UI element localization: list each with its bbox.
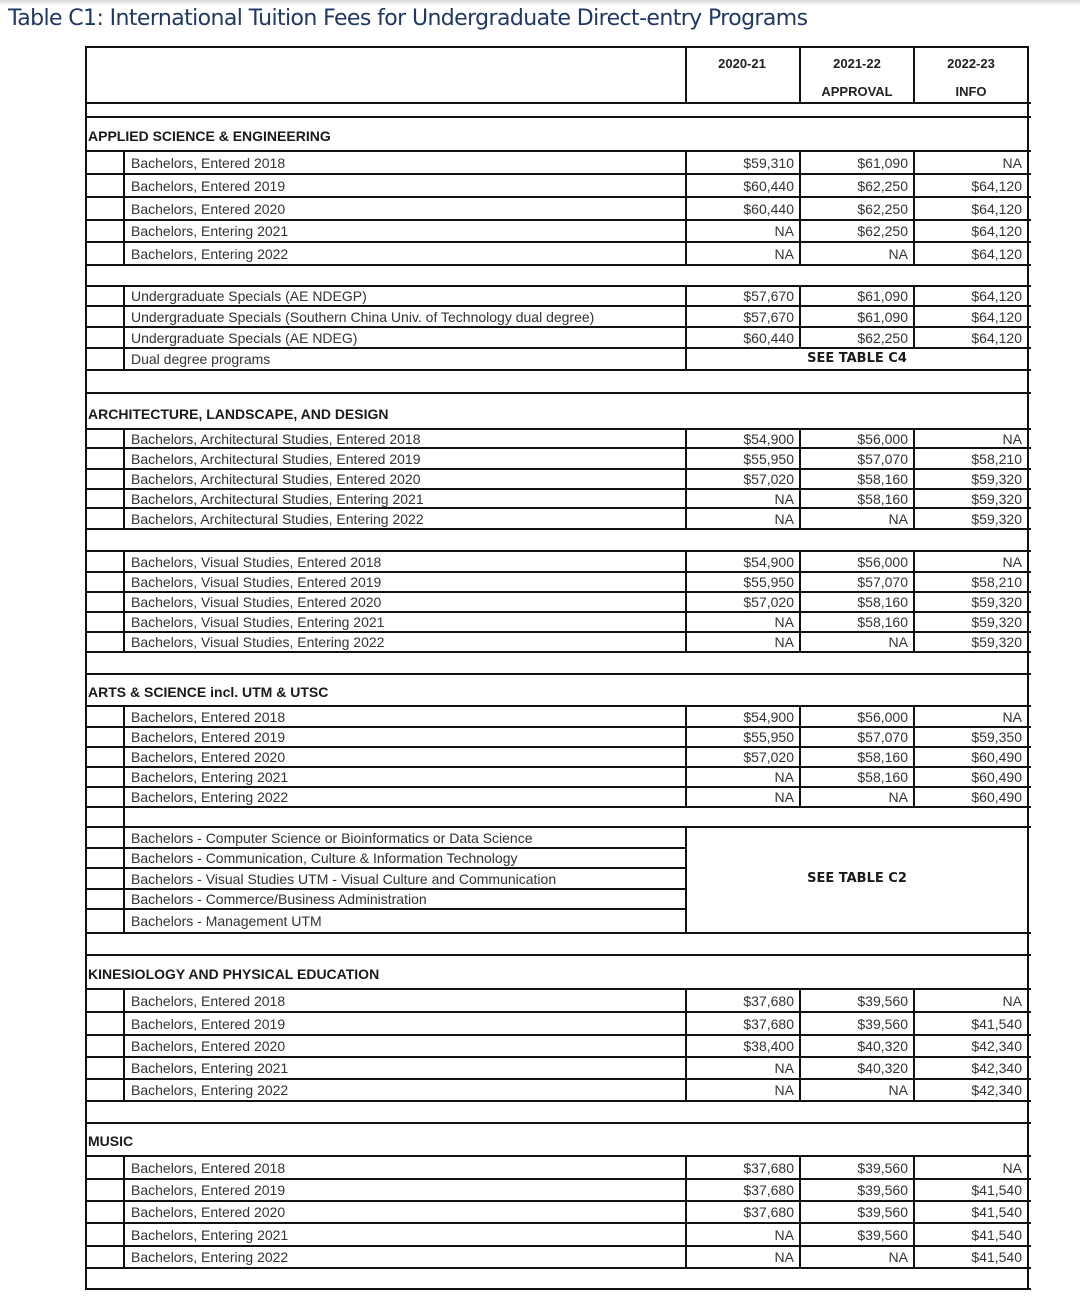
column-divider	[799, 468, 801, 488]
column-divider	[799, 1245, 801, 1267]
fee-value: NA	[888, 511, 908, 527]
row-divider	[685, 826, 1031, 828]
row-divider	[85, 305, 1031, 307]
fee-value: $57,020	[743, 471, 794, 487]
program-label: Bachelors, Entering 2022	[131, 1249, 289, 1265]
fee-value: $60,440	[743, 178, 794, 194]
row-divider	[85, 102, 1031, 104]
row-divider	[85, 150, 1031, 152]
fee-value: $61,090	[857, 155, 908, 171]
program-label: Bachelors, Entered 2018	[131, 1160, 286, 1176]
program-label: Bachelors, Entered 2018	[131, 993, 286, 1009]
program-label: Bachelors - Computer Science or Bioinformatics or Data Science	[131, 830, 533, 846]
column-divider	[799, 46, 801, 104]
column-divider	[799, 241, 801, 264]
row-divider	[85, 550, 1031, 552]
column-divider	[799, 488, 801, 507]
column-divider	[913, 1034, 915, 1056]
program-label: Bachelors, Visual Studies, Entered 2018	[131, 554, 382, 570]
program-label: Bachelors, Visual Studies, Entered 2020	[131, 594, 382, 610]
fee-value: NA	[888, 1082, 908, 1098]
program-label: Dual degree programs	[131, 351, 271, 367]
fee-value: $57,070	[857, 729, 908, 745]
column-divider	[123, 826, 125, 932]
column-divider	[913, 550, 915, 571]
row-divider	[85, 1078, 1031, 1080]
fee-value: $39,560	[857, 1016, 908, 1032]
fee-value: $64,120	[971, 288, 1022, 304]
column-divider	[913, 428, 915, 447]
column-divider	[913, 241, 915, 264]
fee-value: $64,120	[971, 246, 1022, 262]
fee-value: NA	[774, 634, 794, 650]
fee-value: $60,490	[971, 749, 1022, 765]
row-divider	[85, 806, 1031, 808]
program-label: Bachelors, Visual Studies, Entering 2022	[131, 634, 385, 650]
fee-value: NA	[888, 789, 908, 805]
row-divider	[85, 571, 1031, 573]
row-divider	[85, 766, 1031, 768]
fee-value: $40,320	[857, 1038, 908, 1054]
column-divider	[799, 786, 801, 806]
program-label: Bachelors, Architectural Studies, Entered 2019	[131, 451, 421, 467]
row-divider	[85, 1122, 1031, 1124]
fee-value: $57,670	[743, 288, 794, 304]
column-divider	[123, 285, 125, 369]
row-divider	[85, 392, 1031, 394]
fee-value: $41,540	[971, 1182, 1022, 1198]
column-divider	[913, 786, 915, 806]
program-label: Bachelors, Entered 2020	[131, 1204, 286, 1220]
fee-value: $39,560	[857, 1204, 908, 1220]
fee-value: $37,680	[743, 1160, 794, 1176]
column-divider	[123, 988, 125, 1100]
column-divider	[123, 150, 125, 264]
column-divider	[913, 305, 915, 326]
fee-value: $59,310	[743, 155, 794, 171]
fee-value: $57,020	[743, 749, 794, 765]
row-divider	[85, 326, 1031, 328]
column-divider	[913, 219, 915, 241]
column-divider	[799, 766, 801, 786]
fee-value: $41,540	[971, 1249, 1022, 1265]
column-divider	[913, 571, 915, 591]
fee-value: $42,340	[971, 1082, 1022, 1098]
fee-value: NA	[888, 634, 908, 650]
row-divider	[85, 1178, 1031, 1180]
column-divider	[799, 550, 801, 571]
program-label: Bachelors - Visual Studies UTM - Visual Culture and Communication	[131, 871, 557, 887]
fee-value: $59,320	[971, 491, 1022, 507]
fee-value: $42,340	[971, 1060, 1022, 1076]
column-divider	[685, 428, 687, 528]
program-label: Bachelors, Entered 2019	[131, 1182, 286, 1198]
program-label: Bachelors - Management UTM	[131, 913, 322, 929]
program-label: Undergraduate Specials (AE NDEGP)	[131, 288, 367, 304]
fee-value: $39,560	[857, 1182, 908, 1198]
fee-value: $58,160	[857, 471, 908, 487]
fee-value: $58,160	[857, 491, 908, 507]
row-divider	[85, 447, 1031, 449]
column-divider	[799, 196, 801, 219]
row-divider	[85, 847, 687, 849]
row-divider	[85, 196, 1031, 198]
fee-value: $38,400	[743, 1038, 794, 1054]
column-divider	[799, 150, 801, 173]
fee-value: $64,120	[971, 178, 1022, 194]
see-table-note: SEE TABLE C2	[807, 871, 907, 886]
row-divider	[85, 285, 1031, 287]
column-divider	[799, 305, 801, 326]
column-divider	[123, 428, 125, 528]
column-divider	[799, 326, 801, 347]
row-divider	[85, 888, 687, 890]
program-label: Bachelors, Entered 2019	[131, 729, 286, 745]
fee-value: $62,250	[857, 330, 908, 346]
column-divider	[799, 571, 801, 591]
row-divider	[85, 1245, 1031, 1247]
row-divider	[85, 468, 1031, 470]
column-divider	[685, 285, 687, 369]
fee-value: $61,090	[857, 288, 908, 304]
fee-value: $57,670	[743, 309, 794, 325]
fee-value: $37,680	[743, 993, 794, 1009]
column-divider	[123, 1155, 125, 1267]
fee-value: $62,250	[857, 178, 908, 194]
column-divider	[685, 46, 687, 104]
program-label: Bachelors, Visual Studies, Entering 2021	[131, 614, 385, 630]
column-header-2022-23-sub: INFO	[955, 84, 987, 99]
column-divider	[913, 285, 915, 305]
program-label: Bachelors, Entering 2021	[131, 1227, 289, 1243]
section-heading: KINESIOLOGY AND PHYSICAL EDUCATION	[88, 966, 380, 982]
row-divider	[85, 528, 1031, 530]
fee-value: $37,680	[743, 1204, 794, 1220]
program-label: Bachelors, Entered 2019	[131, 1016, 286, 1032]
column-divider	[799, 988, 801, 1011]
row-divider	[85, 1011, 1031, 1013]
column-divider	[913, 326, 915, 347]
row-divider	[85, 673, 1031, 675]
column-divider	[913, 1245, 915, 1267]
column-divider	[123, 705, 125, 806]
column-divider	[799, 591, 801, 611]
fee-value: NA	[774, 246, 794, 262]
fee-value: NA	[774, 789, 794, 805]
fee-value: $64,120	[971, 309, 1022, 325]
row-divider	[85, 1034, 1031, 1036]
fee-value: $55,950	[743, 574, 794, 590]
row-divider	[85, 219, 1031, 221]
row-divider	[85, 369, 1031, 371]
row-divider	[85, 988, 1031, 990]
column-divider	[799, 173, 801, 196]
row-divider	[85, 507, 1031, 509]
column-divider	[799, 1056, 801, 1078]
row-divider	[85, 1222, 1031, 1224]
table-title: Table C1: International Tuition Fees for Undergraduate Direct-entry Programs	[8, 6, 808, 31]
fee-value: $59,320	[971, 634, 1022, 650]
row-divider	[85, 611, 1031, 613]
row-divider	[85, 1155, 1031, 1157]
fee-value: $39,560	[857, 1160, 908, 1176]
fee-value: $60,440	[743, 201, 794, 217]
fee-value: $58,160	[857, 614, 908, 630]
program-label: Bachelors, Entered 2019	[131, 178, 286, 194]
column-divider	[913, 1155, 915, 1178]
program-label: Bachelors, Entering 2021	[131, 1060, 289, 1076]
program-label: Bachelors, Entering 2021	[131, 223, 289, 239]
column-divider	[685, 550, 687, 651]
fee-value: NA	[1002, 1160, 1022, 1176]
fee-value: $37,680	[743, 1182, 794, 1198]
column-header-2021-22-sub: APPROVAL	[821, 84, 893, 99]
fee-value: NA	[1002, 993, 1022, 1009]
row-divider	[85, 347, 1031, 349]
column-divider	[913, 46, 915, 104]
program-label: Bachelors, Architectural Studies, Entering 2022	[131, 511, 424, 527]
column-divider	[913, 746, 915, 766]
program-label: Bachelors, Architectural Studies, Entering 2021	[131, 491, 424, 507]
fee-value: NA	[888, 1249, 908, 1265]
fee-value: $58,160	[857, 594, 908, 610]
fee-value: $59,350	[971, 729, 1022, 745]
column-divider	[799, 1178, 801, 1200]
fee-value: $57,020	[743, 594, 794, 610]
fee-value: $40,320	[857, 1060, 908, 1076]
column-divider	[913, 766, 915, 786]
fee-value: $55,950	[743, 451, 794, 467]
column-divider	[913, 507, 915, 528]
row-divider	[85, 116, 1031, 118]
program-label: Bachelors, Entered 2018	[131, 155, 286, 171]
row-divider	[85, 631, 1031, 633]
fee-value: $64,120	[971, 223, 1022, 239]
row-divider	[85, 786, 1031, 788]
column-divider	[685, 1155, 687, 1267]
section-heading: ARTS & SCIENCE incl. UTM & UTSC	[88, 684, 329, 700]
fee-value: $62,250	[857, 201, 908, 217]
fee-value: NA	[774, 1082, 794, 1098]
fee-value: NA	[1002, 709, 1022, 725]
fee-value: $54,900	[743, 554, 794, 570]
column-divider	[799, 1034, 801, 1056]
fee-value: NA	[1002, 155, 1022, 171]
row-divider	[85, 241, 1031, 243]
program-label: Bachelors, Visual Studies, Entered 2019	[131, 574, 382, 590]
fee-value: $58,160	[857, 769, 908, 785]
row-divider	[85, 1100, 1031, 1102]
column-divider	[685, 150, 687, 264]
row-divider	[85, 173, 1031, 175]
fee-value: $58,160	[857, 749, 908, 765]
column-divider	[913, 1011, 915, 1034]
row-divider	[85, 264, 1031, 266]
row-divider	[85, 428, 1031, 430]
fee-value: $59,320	[971, 614, 1022, 630]
program-label: Bachelors, Entering 2022	[131, 789, 289, 805]
fee-value: $60,440	[743, 330, 794, 346]
fee-value: $57,070	[857, 574, 908, 590]
fee-value: $58,210	[971, 574, 1022, 590]
column-divider	[913, 1056, 915, 1078]
row-divider	[85, 705, 1031, 707]
program-label: Bachelors, Architectural Studies, Entered 2020	[131, 471, 421, 487]
column-divider	[799, 1011, 801, 1034]
fee-value: $59,320	[971, 471, 1022, 487]
fee-value: $59,320	[971, 511, 1022, 527]
column-divider	[913, 447, 915, 468]
fee-value: $41,540	[971, 1227, 1022, 1243]
column-divider	[913, 631, 915, 651]
column-divider	[799, 1222, 801, 1245]
fee-value: $58,210	[971, 451, 1022, 467]
column-divider	[799, 1078, 801, 1100]
row-divider	[85, 932, 1031, 934]
row-divider	[85, 488, 1031, 490]
column-divider	[799, 1200, 801, 1222]
fee-value: $61,090	[857, 309, 908, 325]
row-divider	[85, 908, 687, 910]
column-divider	[123, 550, 125, 651]
column-divider	[799, 219, 801, 241]
fee-value: NA	[774, 511, 794, 527]
fee-value: NA	[774, 223, 794, 239]
column-divider	[913, 1078, 915, 1100]
row-divider	[85, 746, 1031, 748]
column-divider	[913, 1178, 915, 1200]
fee-value: $60,490	[971, 789, 1022, 805]
column-divider	[685, 705, 687, 806]
row-divider	[85, 591, 1031, 593]
fee-value: NA	[774, 614, 794, 630]
fee-value: $56,000	[857, 709, 908, 725]
column-divider	[913, 611, 915, 631]
column-divider	[913, 1222, 915, 1245]
column-header-2022-23: 2022-23	[947, 56, 995, 71]
column-divider	[799, 746, 801, 766]
fee-value: $37,680	[743, 1016, 794, 1032]
column-divider	[913, 591, 915, 611]
fee-value: $60,490	[971, 769, 1022, 785]
column-divider	[799, 726, 801, 746]
column-header-2020-21: 2020-21	[718, 56, 766, 71]
fee-value: $57,070	[857, 451, 908, 467]
program-label: Bachelors, Entered 2020	[131, 1038, 286, 1054]
section-heading: ARCHITECTURE, LANDSCAPE, AND DESIGN	[88, 406, 389, 422]
column-divider	[913, 1200, 915, 1222]
column-divider	[913, 150, 915, 173]
program-label: Bachelors, Entering 2021	[131, 769, 289, 785]
see-table-note: SEE TABLE C4	[807, 351, 907, 366]
fee-value: NA	[1002, 431, 1022, 447]
fee-value: NA	[774, 1249, 794, 1265]
column-divider	[913, 468, 915, 488]
section-heading: MUSIC	[88, 1133, 134, 1149]
column-divider	[799, 1155, 801, 1178]
fee-value: NA	[774, 769, 794, 785]
fee-value: $39,560	[857, 1227, 908, 1243]
fee-value: NA	[774, 1060, 794, 1076]
row-divider	[85, 726, 1031, 728]
fee-value: $62,250	[857, 223, 908, 239]
fee-value: $59,320	[971, 594, 1022, 610]
program-label: Bachelors, Entering 2022	[131, 1082, 289, 1098]
program-label: Bachelors, Entered 2020	[131, 201, 286, 217]
row-divider	[85, 1267, 1031, 1269]
fee-value: $64,120	[971, 330, 1022, 346]
fee-value: $42,340	[971, 1038, 1022, 1054]
fee-value: $64,120	[971, 201, 1022, 217]
fee-value: $56,000	[857, 431, 908, 447]
column-divider	[913, 173, 915, 196]
program-label: Bachelors, Entered 2020	[131, 749, 286, 765]
column-divider	[913, 196, 915, 219]
row-divider	[85, 867, 687, 869]
column-header-2021-22: 2021-22	[833, 56, 881, 71]
fee-value: $54,900	[743, 431, 794, 447]
row-divider	[85, 1288, 1031, 1290]
row-divider	[85, 1200, 1031, 1202]
program-label: Undergraduate Specials (Southern China Univ. of Technology dual degree)	[131, 309, 595, 325]
fee-value: $41,540	[971, 1016, 1022, 1032]
column-divider	[913, 988, 915, 1011]
program-label: Bachelors, Architectural Studies, Entered 2018	[131, 431, 421, 447]
row-divider	[85, 826, 687, 828]
row-divider	[85, 954, 1031, 956]
fee-value: $39,560	[857, 993, 908, 1009]
program-label: Bachelors, Entering 2022	[131, 246, 289, 262]
column-divider	[685, 988, 687, 1100]
column-divider	[913, 488, 915, 507]
column-divider	[799, 611, 801, 631]
column-divider	[799, 705, 801, 726]
section-heading: APPLIED SCIENCE & ENGINEERING	[88, 128, 331, 144]
fee-value: $41,540	[971, 1204, 1022, 1220]
column-divider	[913, 705, 915, 726]
program-label: Bachelors, Entered 2018	[131, 709, 286, 725]
program-label: Undergraduate Specials (AE NDEG)	[131, 330, 358, 346]
row-divider	[85, 651, 1031, 653]
fee-value: NA	[1002, 554, 1022, 570]
program-label: Bachelors - Commerce/Business Administration	[131, 891, 427, 907]
fee-value: $56,000	[857, 554, 908, 570]
row-divider	[85, 1056, 1031, 1058]
column-divider	[799, 428, 801, 447]
column-divider	[799, 631, 801, 651]
fee-value: NA	[774, 1227, 794, 1243]
column-divider	[799, 447, 801, 468]
fee-value: $55,950	[743, 729, 794, 745]
column-divider	[123, 806, 125, 826]
fee-value: $54,900	[743, 709, 794, 725]
column-divider	[913, 726, 915, 746]
fee-value: NA	[888, 246, 908, 262]
fee-value: NA	[774, 491, 794, 507]
column-divider	[799, 507, 801, 528]
program-label: Bachelors - Communication, Culture & Information Technology	[131, 850, 518, 866]
column-divider	[799, 285, 801, 305]
